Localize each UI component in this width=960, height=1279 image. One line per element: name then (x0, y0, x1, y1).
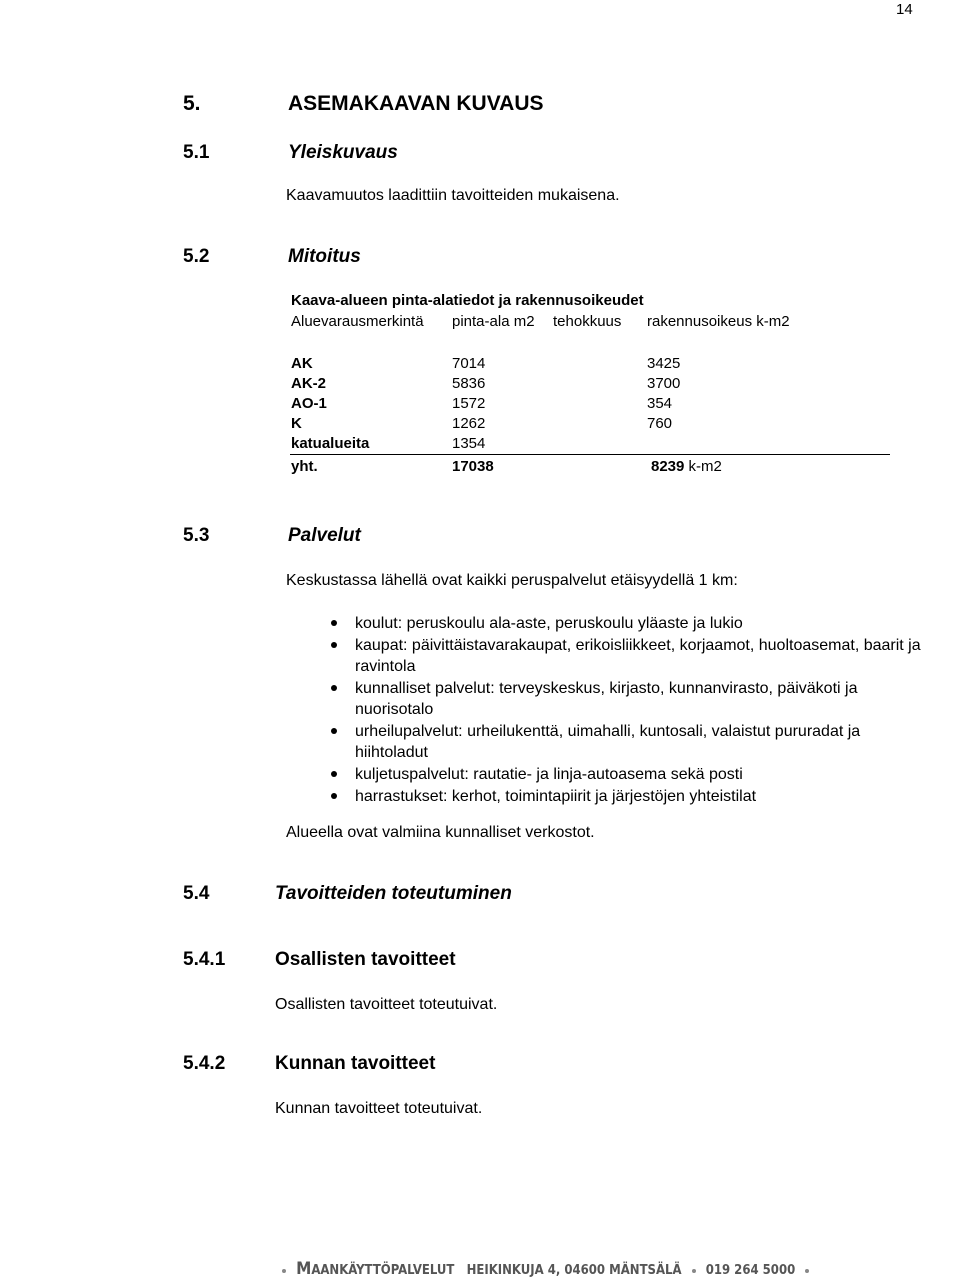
section-51-title: Yleiskuvaus (288, 142, 398, 163)
page-footer (276, 1259, 815, 1279)
section-53-intro: Keskustassa lähellä ovat kaikki peruspalvelut etäisyydellä 1 km: (286, 572, 738, 589)
section-52-title: Mitoitus (288, 246, 361, 267)
bullet-icon (331, 728, 337, 734)
table-row-rights: 354 (647, 395, 673, 412)
section-54-number: 5.4 (183, 883, 210, 904)
footer-bullet-icon (692, 1269, 696, 1273)
section-5-number: 5. (183, 92, 201, 115)
footer-company-name: AANKÄYTTÖPALVELUT (311, 1263, 455, 1278)
table-row-code: AK-2 (291, 375, 327, 392)
table-total-divider (290, 454, 890, 455)
list-item: koulut: peruskoulu ala-aste, peruskoulu yläaste ja lukio (328, 613, 928, 634)
table-row-area: 5836 (452, 375, 486, 392)
table-total-label: yht. (291, 458, 318, 475)
bullet-icon (331, 771, 337, 777)
list-item: kunnalliset palvelut: terveyskeskus, kirjasto, kunnanvirasto, päiväkoti ja nuorisotalo (328, 678, 928, 720)
section-54-title: Tavoitteiden toteutuminen (275, 883, 512, 904)
footer-bullet-icon (282, 1269, 286, 1273)
section-51-number: 5.1 (183, 142, 210, 163)
section-541-title: Osallisten tavoitteet (275, 949, 456, 970)
section-53-title: Palvelut (288, 525, 361, 546)
table-row-area: 1262 (452, 415, 486, 432)
footer-bullet-icon (805, 1269, 809, 1273)
table-title: Kaava-alueen pinta-alatiedot ja rakennusoikeudet (291, 292, 644, 309)
table-header-rights: rakennusoikeus k-m2 (647, 313, 790, 330)
table-row-area: 1572 (452, 395, 486, 412)
services-list (328, 613, 928, 807)
table-row-rights: 3425 (647, 355, 681, 372)
list-item: urheilupalvelut: urheilukenttä, uimahalli, kuntosali, valaistut pururadat ja hiihtoladut (328, 721, 928, 763)
table-row-code: katualueita (291, 435, 370, 452)
footer-address: HEIKINKUJA 4, 04600 MÄNTSÄLÄ (466, 1263, 682, 1278)
list-item: kuljetuspalvelut: rautatie- ja linja-autoasema sekä posti (328, 764, 928, 785)
table-total-unit: k-m2 (688, 458, 722, 475)
table-row-area: 1354 (452, 435, 486, 452)
table-row-code: K (291, 415, 302, 432)
bullet-icon (331, 642, 337, 648)
section-53-number: 5.3 (183, 525, 210, 546)
footer-phone: 019 264 5000 (705, 1263, 796, 1278)
section-542-number: 5.4.2 (183, 1053, 226, 1074)
table-header-code: Aluevarausmerkintä (291, 313, 424, 330)
section-5-title: ASEMAKAAVAN KUVAUS (288, 92, 544, 115)
table-row-area: 7014 (452, 355, 486, 372)
table-row-code: AO-1 (291, 395, 327, 412)
footer-company-initial: M (296, 1259, 312, 1279)
table-row-rights: 3700 (647, 375, 681, 392)
section-542-text: Kunnan tavoitteet toteutuivat. (275, 1100, 483, 1117)
bullet-icon (331, 620, 337, 626)
table-total-rights: 8239 (651, 458, 685, 475)
list-item: harrastukset: kerhot, toimintapiirit ja järjestöjen yhteistilat (328, 786, 928, 807)
table-row-rights: 760 (647, 415, 673, 432)
list-item: kaupat: päivittäistavarakaupat, erikoisliikkeet, korjaamot, huoltoasemat, baarit ja ravintola (328, 635, 928, 677)
section-541-number: 5.4.1 (183, 949, 226, 970)
section-51-text: Kaavamuutos laadittiin tavoitteiden mukaisena. (286, 187, 620, 204)
section-52-number: 5.2 (183, 246, 210, 267)
table-total-area: 17038 (452, 458, 494, 475)
section-542-title: Kunnan tavoitteet (275, 1053, 436, 1074)
bullet-icon (331, 685, 337, 691)
bullet-icon (331, 793, 337, 799)
table-header-efficiency: tehokkuus (553, 313, 622, 330)
table-row-code: AK (291, 355, 313, 372)
table-header-area: pinta-ala m2 (452, 313, 535, 330)
section-53-outro: Alueella ovat valmiina kunnalliset verkostot. (286, 824, 595, 841)
section-541-text: Osallisten tavoitteet toteutuivat. (275, 996, 498, 1013)
page-number: 14 (896, 1, 913, 18)
